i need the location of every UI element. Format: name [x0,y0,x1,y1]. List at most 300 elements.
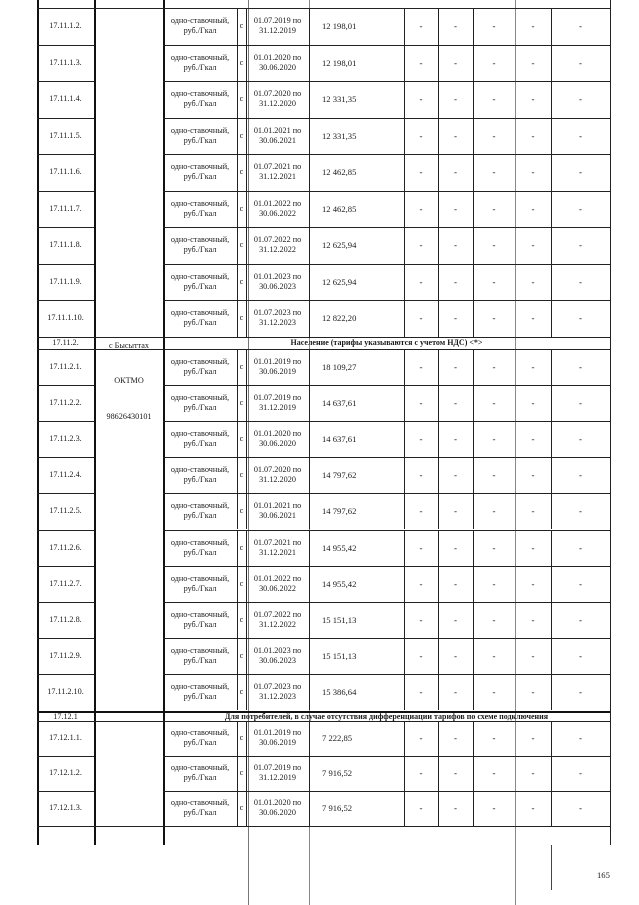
section-code: 17.12.1 [53,711,78,721]
period-prefix: с [239,768,244,777]
period-prefix: с [239,687,244,697]
row-divider [37,154,94,155]
cell-border [309,118,310,155]
col-num-border [94,0,96,845]
cell-border [309,227,310,264]
cell-border [551,385,552,421]
cell-border [237,118,238,155]
empty-cell-dash: - [419,768,423,778]
page-number: 165 [597,870,610,880]
cell-border [473,602,474,638]
cell-border [473,530,474,566]
cell-border [551,45,552,82]
row-divider [163,530,610,531]
row-divider [37,791,94,792]
tariff-type: одно-ставочный, руб./Гкал [170,429,230,448]
tariff-type: одно-ставочный, руб./Гкал [170,308,230,328]
tariff-type: одно-ставочный, руб./Гкал [170,235,230,255]
empty-cell-dash: - [419,167,423,178]
empty-cell-dash: - [419,733,423,743]
tariff-value: 12 198,01 [322,21,357,32]
cell-border [438,191,439,228]
empty-cell-dash: - [531,733,535,743]
row-divider [37,227,94,228]
empty-cell-dash: - [492,240,496,251]
empty-cell-dash: - [454,506,457,517]
row-number: 17.11.2.8. [49,615,82,624]
empty-cell-dash: - [579,803,582,813]
empty-cell-dash: - [454,94,457,105]
tariff-type: одно-ставочный, руб./Гкал [170,52,230,72]
tariff-value: 14 955,42 [322,542,357,553]
period-prefix: с [239,651,244,661]
empty-cell-dash: - [579,94,582,105]
empty-cell-dash: - [579,578,582,589]
empty-cell-dash: - [531,167,535,178]
cell-border [438,566,439,602]
cell-border [404,721,405,756]
cell-border [237,349,238,385]
cell-border [237,8,238,45]
row-divider [37,81,94,82]
cell-border [473,264,474,301]
cell-border [404,264,405,301]
period-prefix: с [239,470,244,480]
cell-border [551,674,552,710]
cell-border [551,227,552,264]
row-number: 17.11.2.4. [49,470,82,480]
tariff-value: 7 222,85 [322,733,353,743]
cell-border [551,602,552,638]
row-divider [163,8,610,9]
row-number: 17.12.1.1. [49,733,82,742]
row-divider [163,602,610,603]
row-divider [163,457,610,458]
cell-border [473,756,474,791]
cell-border [246,791,247,826]
cell-border [404,227,405,264]
row-divider [37,118,94,119]
row-number: 17.11.2.5. [49,506,82,516]
cell-border [309,154,310,191]
tariff-type: одно-ставочный, руб./Гкал [170,198,230,218]
cell-border [237,264,238,301]
empty-cell-dash: - [419,240,423,251]
row-number: 17.11.1.4. [49,94,82,104]
cell-border [473,791,474,826]
tariff-period: 01.01.2023 по 30.06.2023 [253,646,302,666]
tariff-period: 01.07.2019 по 31.12.2019 [253,763,302,782]
empty-cell-dash: - [492,57,496,68]
row-number: 17.11.1.5. [49,130,82,140]
empty-cell-dash: - [492,94,496,105]
cell-border [237,638,238,674]
empty-cell-dash: - [454,733,457,743]
period-prefix: с [239,803,244,812]
tariff-type: одно-ставочный, руб./Гкал [170,798,230,817]
cell-border [246,154,247,191]
cell-border [246,530,247,566]
empty-cell-dash: - [454,240,457,251]
empty-cell-dash: - [419,203,423,214]
tariff-value: 12 822,20 [322,313,357,324]
cell-border [438,530,439,566]
empty-cell-dash: - [531,276,535,287]
tariff-period: 01.01.2022 по 30.06.2022 [253,198,302,218]
row-divider [163,756,610,757]
empty-cell-dash: - [579,276,582,287]
empty-cell-dash: - [531,397,535,408]
tariff-type: одно-ставочный, руб./Гкал [170,537,230,557]
tariff-value: 14 797,62 [322,470,357,481]
row-divider [163,191,610,192]
tariff-period: 01.07.2022 по 31.12.2022 [253,235,302,255]
empty-cell-dash: - [579,733,582,743]
empty-cell-dash: - [579,687,582,698]
row-divider [37,421,94,422]
cell-border [473,421,474,457]
tariff-value: 15 151,13 [322,651,357,662]
cell-border [473,191,474,228]
empty-cell-dash: - [492,687,496,698]
empty-cell-dash: - [419,130,423,141]
cell-border [473,118,474,155]
row-number: 17.11.2.10. [47,687,84,697]
row-number: 17.12.1.3. [49,803,82,812]
table-right-border [610,0,611,845]
empty-cell-dash: - [492,733,496,743]
cell-border [438,81,439,118]
period-prefix: с [239,313,244,323]
cell-border [309,638,310,674]
tariff-value: 12 331,35 [322,130,357,141]
cell-border [473,300,474,337]
cell-border [237,227,238,264]
row-divider [37,45,94,46]
cell-border [438,227,439,264]
cell-border [551,349,552,385]
row-divider [37,826,610,827]
empty-cell-dash: - [492,651,496,662]
tariff-value: 14 637,61 [322,434,357,444]
empty-cell-dash: - [531,768,535,778]
tariff-period: 01.01.2020 по 30.06.2020 [253,798,302,817]
empty-cell-dash: - [531,687,535,698]
tariff-period: 01.01.2020 по 30.06.2020 [253,429,302,448]
row-divider [37,300,94,301]
row-divider [163,638,610,639]
cell-border [246,191,247,228]
section-title: Для потребителей, в случае отсутствия дифференциации тарифов по схеме подключения [224,711,549,721]
row-number: 17.11.2.2. [49,397,82,407]
oktmo-label: ОКТМО [114,376,144,385]
tariff-period: 01.01.2023 по 30.06.2023 [253,271,302,291]
cell-border [473,493,474,529]
tariff-type: одно-ставочный, руб./Гкал [170,728,230,747]
empty-cell-dash: - [579,203,582,214]
tariff-period: 01.01.2021 по 30.06.2021 [253,125,302,145]
row-number: 17.11.1.9. [49,276,82,286]
cell-border [237,674,238,710]
tariff-period: 01.01.2022 по 30.06.2022 [253,573,302,593]
row-divider [37,349,610,350]
row-divider [163,154,610,155]
row-divider [37,191,94,192]
cell-border [473,349,474,385]
empty-cell-dash: - [531,651,535,662]
cell-border [237,756,238,791]
empty-cell-dash: - [531,203,535,214]
cell-border [237,45,238,82]
cell-border [246,227,247,264]
cell-border [551,493,552,529]
period-prefix: с [239,434,244,443]
cell-border [438,154,439,191]
cell-border [438,791,439,826]
empty-cell-dash: - [531,470,535,481]
cell-border [438,118,439,155]
scan-line [515,0,516,905]
row-divider [37,674,94,675]
period-prefix: с [239,21,244,31]
tariff-type: одно-ставочный, руб./Гкал [170,682,230,702]
tariff-value: 12 198,01 [322,57,357,68]
cell-border [404,349,405,385]
tariff-period: 01.07.2020 по 31.12.2020 [253,89,302,109]
empty-cell-dash: - [419,542,423,553]
cell-border [309,674,310,710]
cell-border [246,493,247,529]
cell-border [309,602,310,638]
cell-border [404,791,405,826]
empty-cell-dash: - [419,313,423,324]
cell-border [237,530,238,566]
cell-border [309,421,310,457]
cell-border [438,756,439,791]
tariff-period: 01.01.2019 по 30.06.2019 [253,356,302,376]
row-number: 17.11.1.10. [47,313,84,323]
row-number: 17.11.2.6. [49,542,82,552]
row-divider [37,602,94,603]
cell-border [551,457,552,493]
tariff-type: одно-ставочный, руб./Гкал [170,125,230,145]
empty-cell-dash: - [579,397,582,408]
empty-cell-dash: - [419,687,423,698]
cell-border [438,349,439,385]
cell-border [404,674,405,710]
period-prefix: с [239,615,244,624]
tariff-period: 01.07.2020 по 31.12.2020 [253,465,302,485]
row-number: 17.11.2.9. [49,651,82,661]
cell-border [438,674,439,710]
empty-cell-dash: - [454,470,457,481]
cell-border [404,191,405,228]
row-divider [163,264,610,265]
cell-border [473,721,474,756]
cell-border [551,791,552,826]
row-divider [163,791,610,792]
tariff-type: одно-ставочный, руб./Гкал [170,89,230,109]
cell-border [237,81,238,118]
empty-cell-dash: - [454,21,457,32]
cell-border [551,566,552,602]
period-prefix: с [239,506,244,516]
period-prefix: с [239,397,244,407]
empty-cell-dash: - [492,313,496,324]
cell-border [404,385,405,421]
cell-border [246,300,247,337]
empty-cell-dash: - [454,434,457,444]
cell-border [309,8,310,45]
cell-border [237,421,238,457]
tariff-value: 12 462,85 [322,203,357,214]
empty-cell-dash: - [531,803,535,813]
row-divider [37,264,94,265]
empty-cell-dash: - [454,130,457,141]
row-divider [163,566,610,567]
oktmo-code: 98626430101 [106,412,152,421]
empty-cell-dash: - [419,434,423,444]
empty-cell-dash: - [579,542,582,553]
scan-line [551,845,552,890]
cell-border [246,385,247,421]
cell-border [404,8,405,45]
empty-cell-dash: - [492,803,496,813]
cell-border [473,385,474,421]
tariff-value: 12 625,94 [322,240,357,251]
cell-border [237,385,238,421]
tariff-value: 12 462,85 [322,167,357,178]
cell-border [246,674,247,710]
cell-border [309,264,310,301]
cell-border [246,421,247,457]
section-code: 17.11.2. [52,337,79,347]
cell-border [237,300,238,337]
row-divider [163,674,610,675]
cell-border [246,602,247,638]
cell-border [473,674,474,710]
empty-cell-dash: - [492,542,496,553]
cell-border [551,118,552,155]
period-prefix: с [239,57,244,67]
tariff-period: 01.07.2021 по 31.12.2021 [253,537,302,557]
tariff-value: 14 955,42 [322,578,357,589]
empty-cell-dash: - [492,578,496,589]
cell-border [404,566,405,602]
cell-border [246,118,247,155]
tariff-period: 01.07.2021 по 31.12.2021 [253,162,302,182]
cell-border [246,566,247,602]
row-number: 17.11.1.8. [49,240,82,250]
cell-border [404,756,405,791]
empty-cell-dash: - [579,615,582,625]
empty-cell-dash: - [531,361,535,372]
tariff-period: 01.01.2021 по 30.06.2021 [253,501,302,521]
empty-cell-dash: - [454,313,457,324]
cell-border [404,81,405,118]
empty-cell-dash: - [492,130,496,141]
cell-border [246,638,247,674]
empty-cell-dash: - [419,21,423,32]
period-prefix: с [239,276,244,286]
tariff-value: 18 109,27 [322,361,357,372]
period-prefix: с [239,94,244,104]
empty-cell-dash: - [492,21,496,32]
tariff-type: одно-ставочный, руб./Гкал [170,356,230,376]
empty-cell-dash: - [419,57,423,68]
cell-border [438,300,439,337]
cell-border [237,566,238,602]
municipality-name: с Бысыттах [108,341,149,350]
empty-cell-dash: - [454,397,457,408]
tariff-type: одно-ставочный, руб./Гкал [170,763,230,782]
cell-border [237,791,238,826]
cell-border [237,602,238,638]
cell-border [309,791,310,826]
tariff-type: одно-ставочный, руб./Гкал [170,646,230,666]
cell-border [246,45,247,82]
row-divider [163,81,610,82]
empty-cell-dash: - [454,203,457,214]
row-divider [163,421,610,422]
empty-cell-dash: - [419,470,423,481]
empty-cell-dash: - [419,397,423,408]
tariff-type: одно-ставочный, руб./Гкал [170,271,230,291]
cell-border [551,756,552,791]
empty-cell-dash: - [579,313,582,324]
tariff-type: одно-ставочный, руб./Гкал [170,465,230,485]
cell-border [473,638,474,674]
empty-cell-dash: - [454,615,457,625]
cell-border [438,421,439,457]
cell-border [246,81,247,118]
cell-border [309,349,310,385]
empty-cell-dash: - [492,167,496,178]
cell-border [237,721,238,756]
empty-cell-dash: - [531,21,535,32]
empty-cell-dash: - [419,578,423,589]
empty-cell-dash: - [531,94,535,105]
row-number: 17.11.2.1. [49,361,82,371]
cell-border [309,457,310,493]
empty-cell-dash: - [454,578,457,589]
cell-border [237,191,238,228]
empty-cell-dash: - [454,57,457,68]
empty-cell-dash: - [454,542,457,553]
cell-border [309,721,310,756]
row-number: 17.11.1.3. [49,57,82,67]
row-divider [37,493,94,494]
empty-cell-dash: - [492,276,496,287]
cell-border [473,45,474,82]
tariff-type: одно-ставочный, руб./Гкал [170,610,230,629]
cell-border [551,264,552,301]
row-number: 17.11.2.7. [49,578,82,588]
cell-border [404,118,405,155]
cell-border [551,421,552,457]
cell-border [237,457,238,493]
empty-cell-dash: - [492,615,496,625]
tariff-period: 01.07.2022 по 31.12.2022 [253,610,302,629]
row-number: 17.11.1.7. [49,203,82,213]
tariff-period: 01.01.2020 по 30.06.2020 [253,52,302,72]
row-number: 17.11.1.6. [49,167,82,177]
empty-cell-dash: - [579,21,582,32]
empty-cell-dash: - [454,276,457,287]
empty-cell-dash: - [419,615,423,625]
cell-border [309,756,310,791]
cell-border [309,493,310,529]
